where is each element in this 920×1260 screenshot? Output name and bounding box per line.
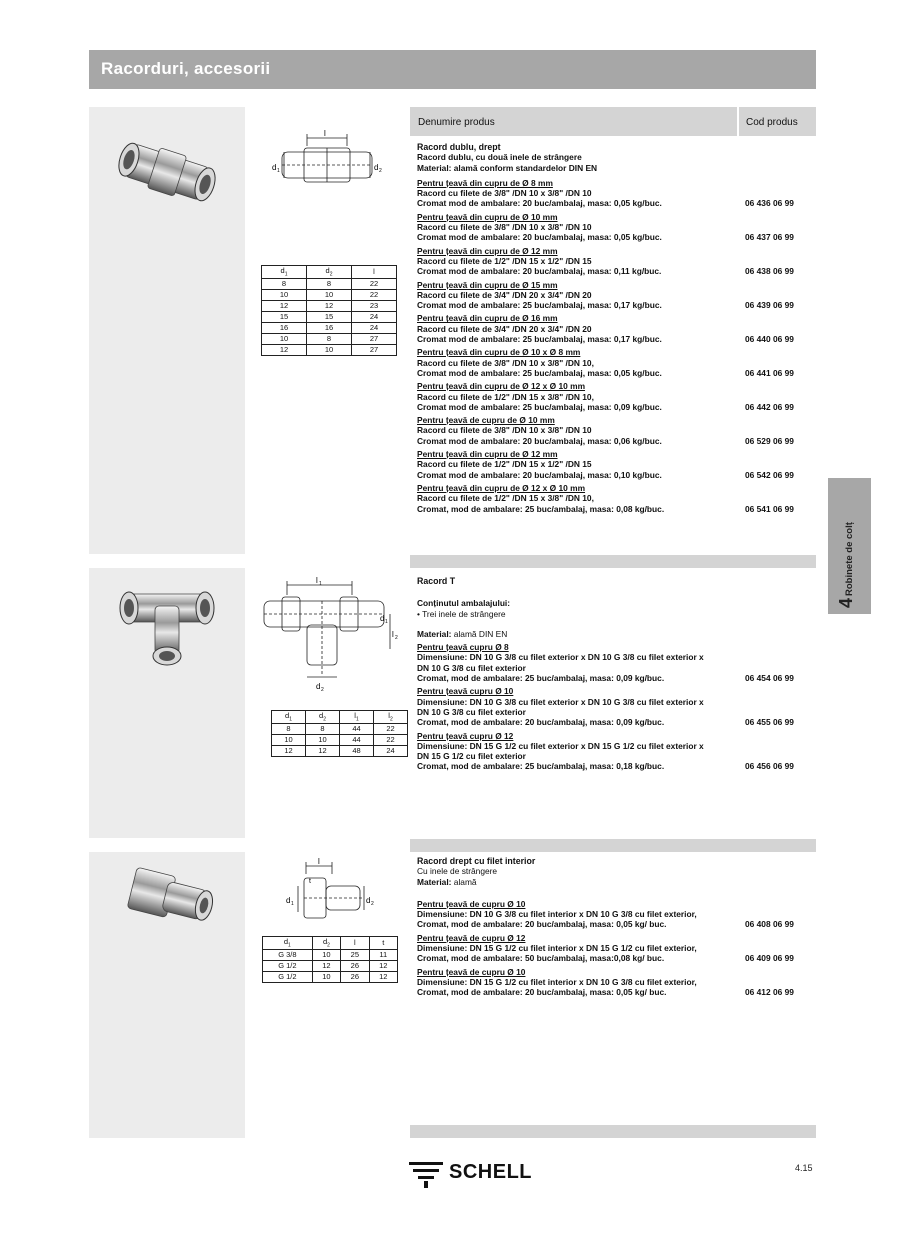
product-item-text: Cromat mod de ambalare: 20 buc/ambalaj, masa: 0,06 kg/buc. xyxy=(417,435,662,446)
table-cell: 25 xyxy=(341,949,369,960)
product-item xyxy=(417,415,809,446)
product-image-panel-3 xyxy=(89,852,245,1138)
brand-logo xyxy=(409,1158,545,1192)
product-item-text: Cromat, mod de ambalare: 25 buc/ambalaj, masa: 0,09 kg/buc. xyxy=(417,673,665,684)
table-header-cell xyxy=(306,711,340,724)
page-title: Racorduri, accesorii xyxy=(101,59,271,78)
product-item xyxy=(417,899,809,930)
product-code: 06 529 06 99 xyxy=(745,435,794,446)
table-cell: 12 xyxy=(306,745,340,756)
label-d1: d xyxy=(272,163,277,172)
table-header-row xyxy=(272,711,408,724)
product-item-title: Pentru țeavă din cupru de Ø 10 x Ø 8 mm xyxy=(417,347,581,358)
table-cell: 12 xyxy=(369,960,397,971)
product-item-text: Cromat mod de ambalare: 20 buc/ambalaj, masa: 0,05 kg/buc. xyxy=(417,198,662,209)
product-item-line3 xyxy=(417,761,809,771)
table-row xyxy=(262,289,397,300)
product-code: 06 440 06 99 xyxy=(745,334,794,345)
product-item-text: Cromat, mod de ambalare: 25 buc/ambalaj, masa: 0,18 kg/buc. xyxy=(417,761,665,772)
product-item xyxy=(417,642,809,683)
table-header-cell xyxy=(340,711,374,724)
header-symbol: l xyxy=(373,267,375,277)
table-cell: G 3/8 xyxy=(263,949,313,960)
chapter-label: Robinete de colț xyxy=(844,522,855,596)
table-header-row xyxy=(262,266,397,279)
product-code: 06 439 06 99 xyxy=(745,300,794,311)
table-cell: 44 xyxy=(340,734,374,745)
product-item-line3 xyxy=(417,673,809,683)
product-item-text: Dimensiune: DN 10 G 3/8 cu filet interior x DN 10 G 3/8 cu filet exterior, xyxy=(417,909,697,920)
table-cell: 24 xyxy=(374,745,408,756)
table-cell: 10 xyxy=(307,289,352,300)
product-item-text: Racord cu filete de 3/4" /DN 20 x 3/4" /DN 20 xyxy=(417,289,592,300)
label-d2-sub: 2 xyxy=(379,168,382,174)
product-item-text: Racord cu filete de 3/8" /DN 10 x 3/8" /DN 10 xyxy=(417,425,592,436)
product-item xyxy=(417,178,809,209)
table-cell: 10 xyxy=(272,734,306,745)
label-d2-sub: 2 xyxy=(321,687,324,693)
product-item-line1 xyxy=(417,324,809,334)
header-symbol: d xyxy=(322,937,328,946)
table-row xyxy=(263,949,398,960)
table-cell: 12 xyxy=(312,960,340,971)
product-item-title: Pentru țeavă din cupru de Ø 12 x Ø 10 mm xyxy=(417,381,586,392)
product-item-text: Dimensiune: DN 10 G 3/8 cu filet exterior x DN 10 G 3/8 cu filet exterior x xyxy=(417,696,704,707)
product-item-text: Racord cu filete de 1/2" /DN 15 x 1/2" /DN 15 xyxy=(417,255,592,266)
product-item-line2 xyxy=(417,751,809,761)
product-item xyxy=(417,483,809,514)
section-title: Racord drept cu filet interior xyxy=(417,856,536,866)
table-cell: 12 xyxy=(307,300,352,311)
label-l2: l xyxy=(392,630,394,639)
label-d2: d xyxy=(374,163,379,172)
product-item-text: Dimensiune: DN 15 G 1/2 cu filet interior x DN 10 G 3/8 cu filet exterior, xyxy=(417,976,697,987)
product-item xyxy=(417,280,809,311)
product-item-line1 xyxy=(417,493,809,503)
product-item-line2 xyxy=(417,334,809,344)
table-header-cell xyxy=(374,711,408,724)
table-cell: 10 xyxy=(312,949,340,960)
product-item-title: Pentru țeavă cupru Ø 10 xyxy=(417,686,514,697)
product-code: 06 541 06 99 xyxy=(745,503,794,514)
table-row xyxy=(272,734,408,745)
product-item-line2 xyxy=(417,663,809,673)
product-item-line1 xyxy=(417,977,809,987)
table-cell: 16 xyxy=(307,322,352,333)
product-item xyxy=(417,731,809,772)
header-subscript: 2 xyxy=(327,942,330,949)
product-item-title: Pentru țeavă de cupru Ø 10 xyxy=(417,898,526,909)
table-cell: G 1/2 xyxy=(263,960,313,971)
product-code: 06 409 06 99 xyxy=(745,953,794,964)
section-straight-fitting xyxy=(417,856,809,998)
product-item-text: Cromat mod de ambalare: 25 buc/ambalaj, masa: 0,05 kg/buc. xyxy=(417,367,662,378)
table-row xyxy=(262,300,397,311)
product-item-line1 xyxy=(417,425,809,435)
product-item-title: Pentru țeavă din cupru de Ø 12 mm xyxy=(417,245,558,256)
table-cell: 12 xyxy=(369,971,397,982)
product-item-line1 xyxy=(417,943,809,953)
table-cell: 27 xyxy=(352,333,397,344)
table-cell: 10 xyxy=(307,344,352,355)
product-item-text: Racord cu filete de 3/4" /DN 20 x 3/4" /DN 20 xyxy=(417,323,592,334)
product-item-title: Pentru țeavă de cupru Ø 10 xyxy=(417,966,526,977)
product-code: 06 454 06 99 xyxy=(745,673,794,684)
table-row xyxy=(262,311,397,322)
product-code: 06 438 06 99 xyxy=(745,266,794,277)
col-separator xyxy=(737,107,739,136)
label-d1-sub: 1 xyxy=(291,901,294,907)
table-cell: 10 xyxy=(262,333,307,344)
product-item-title: Pentru țeavă din cupru de Ø 12 x Ø 10 mm xyxy=(417,482,586,493)
header-subscript: 1 xyxy=(355,716,359,723)
table-cell: 16 xyxy=(262,322,307,333)
table-header-cell xyxy=(352,266,397,279)
table-cell: 10 xyxy=(306,734,340,745)
product-item-title: Pentru țeavă cupru Ø 8 xyxy=(417,642,509,653)
table-cell: 8 xyxy=(262,278,307,289)
table-cell: 27 xyxy=(352,344,397,355)
product-item xyxy=(417,246,809,277)
product-item-text: Cromat, mod de ambalare: 20 buc/ambalaj, masa: 0,05 kg/ buc. xyxy=(417,919,667,930)
table-header-row xyxy=(263,937,398,950)
table-row xyxy=(272,723,408,734)
header-symbol: d xyxy=(280,266,285,275)
chapter-number: 4 xyxy=(836,597,856,608)
product-item-line2 xyxy=(417,436,809,446)
header-symbol: d xyxy=(285,711,290,720)
table-header-cell xyxy=(263,937,313,950)
product-item-title: Pentru țeavă din cupru de Ø 10 mm xyxy=(417,211,558,222)
product-item xyxy=(417,686,809,727)
product-item-line1 xyxy=(417,358,809,368)
label-l: l xyxy=(318,857,320,866)
table-cell: 24 xyxy=(352,322,397,333)
material-label: Material: xyxy=(417,876,452,887)
label-d2-sub: 2 xyxy=(371,901,374,907)
product-item-line2 xyxy=(417,953,809,963)
contents-item: • Trei inele de strângere xyxy=(417,608,506,619)
straight-fitting-drawing xyxy=(282,856,382,926)
label-d1-sub: 1 xyxy=(385,619,388,625)
product-list xyxy=(417,899,809,998)
product-item-line2 xyxy=(417,707,809,717)
product-code: 06 456 06 99 xyxy=(745,761,794,772)
product-item-text: Racord cu filete de 3/8" /DN 10 x 3/8" /DN 10 xyxy=(417,222,592,233)
product-item-title: Pentru țeavă cupru Ø 12 xyxy=(417,730,514,741)
product-item-title: Pentru țeavă din cupru de Ø 8 mm xyxy=(417,177,553,188)
table-cell: 8 xyxy=(307,333,352,344)
section-material: Material: alamă conform standardelor DIN EN xyxy=(417,162,598,173)
product-item-title: Pentru țeavă din cupru de Ø 15 mm xyxy=(417,279,558,290)
product-item-title: Pentru țeavă de cupru Ø 12 xyxy=(417,932,526,943)
table-cell: 8 xyxy=(306,723,340,734)
product-item-text: Cromat mod de ambalare: 20 buc/ambalaj, masa: 0,11 kg/buc. xyxy=(417,266,662,277)
section-divider xyxy=(410,555,816,568)
product-item-line2 xyxy=(417,368,809,378)
product-item-text: Racord cu filete de 3/8" /DN 10 x 3/8" /DN 10, xyxy=(417,357,594,368)
table-header-cell xyxy=(262,266,307,279)
product-item-line3 xyxy=(417,717,809,727)
label-t: t xyxy=(309,878,311,885)
product-item-line1 xyxy=(417,290,809,300)
table-cell: 23 xyxy=(352,300,397,311)
product-item-line2 xyxy=(417,232,809,242)
product-item-text: DN 10 G 3/8 cu filet exterior xyxy=(417,706,526,717)
header-symbol: l xyxy=(388,711,390,720)
double-fitting-drawing xyxy=(262,128,392,193)
table-cell: 8 xyxy=(307,278,352,289)
table-row xyxy=(262,322,397,333)
table-cell: 12 xyxy=(262,300,307,311)
header-symbol: d xyxy=(283,937,289,946)
dimensions-table-3 xyxy=(262,936,398,983)
table-cell: 12 xyxy=(272,745,306,756)
product-item-line2 xyxy=(417,300,809,310)
table-cell: 10 xyxy=(312,971,340,982)
table-cell: 26 xyxy=(341,971,369,982)
table-row xyxy=(262,333,397,344)
header-symbol: l xyxy=(354,711,356,720)
table-cell: 48 xyxy=(340,745,374,756)
product-item-text: Cromat mod de ambalare: 20 buc/ambalaj, masa: 0,10 kg/buc. xyxy=(417,469,662,480)
product-code: 06 455 06 99 xyxy=(745,717,794,728)
product-item-line1 xyxy=(417,188,809,198)
double-fitting-image xyxy=(117,133,217,211)
section-divider xyxy=(410,1125,816,1138)
product-item-line1 xyxy=(417,222,809,232)
table-row xyxy=(262,344,397,355)
product-item-text: Cromat mod de ambalare: 25 buc/ambalaj, masa: 0,09 kg/buc. xyxy=(417,401,662,412)
section-subtitle: Racord dublu, cu două inele de strângere xyxy=(417,152,582,163)
table-header-cell xyxy=(307,266,352,279)
label-d1-sub: 1 xyxy=(277,168,280,174)
table-cell: 22 xyxy=(352,289,397,300)
product-list xyxy=(417,178,809,514)
contents-label: Conținutul ambalajului: xyxy=(417,598,511,609)
tee-fitting-drawing xyxy=(252,575,402,695)
product-code: 06 437 06 99 xyxy=(745,232,794,243)
header-subscript: 1 xyxy=(289,716,292,723)
product-item-text: Dimensiune: DN 10 G 3/8 cu filet exterior x DN 10 G 3/8 cu filet exterior x xyxy=(417,652,704,663)
product-code: 06 442 06 99 xyxy=(745,401,794,412)
product-item xyxy=(417,381,809,412)
product-code: 06 441 06 99 xyxy=(745,367,794,378)
product-item-line2 xyxy=(417,402,809,412)
chapter-tab[interactable] xyxy=(828,478,871,614)
straight-fitting-image xyxy=(125,862,215,932)
label-l1-sub: 1 xyxy=(319,581,322,587)
material-label: Material: xyxy=(417,628,452,639)
table-cell: 10 xyxy=(262,289,307,300)
product-item xyxy=(417,967,809,998)
product-item-line2 xyxy=(417,266,809,276)
section-title: Racord dublu, drept xyxy=(417,142,501,152)
table-row xyxy=(272,745,408,756)
tee-fitting-image xyxy=(117,576,217,668)
chapter-tab-label-wrap xyxy=(836,522,857,608)
table-cell: 24 xyxy=(352,311,397,322)
table-cell: 8 xyxy=(272,723,306,734)
table-row xyxy=(263,971,398,982)
product-item-line1 xyxy=(417,256,809,266)
product-item-text: Racord cu filete de 3/8" /DN 10 x 3/8" /DN 10 xyxy=(417,188,592,199)
table-header-cell xyxy=(341,937,369,950)
col-header-code: Cod produs xyxy=(746,117,798,128)
product-item-line2 xyxy=(417,504,809,514)
product-item-text: Dimensiune: DN 15 G 1/2 cu filet exterior x DN 15 G 1/2 cu filet exterior x xyxy=(417,740,704,751)
product-item-line1 xyxy=(417,909,809,919)
label-l1: l xyxy=(316,576,318,585)
product-item-line2 xyxy=(417,919,809,929)
table-cell: 15 xyxy=(307,311,352,322)
table-cell: 22 xyxy=(374,734,408,745)
header-symbol: l xyxy=(354,938,356,948)
product-item-text: Dimensiune: DN 15 G 1/2 cu filet interior x DN 15 G 1/2 cu filet exterior, xyxy=(417,943,697,954)
label-d1: d xyxy=(286,896,291,905)
table-row xyxy=(263,960,398,971)
page-number: 4.15 xyxy=(795,1163,813,1173)
product-code: 06 408 06 99 xyxy=(745,919,794,930)
label-d2: d xyxy=(366,896,371,905)
product-item-text: DN 15 G 1/2 cu filet exterior xyxy=(417,751,526,762)
product-item-line2 xyxy=(417,470,809,480)
product-item-title: Pentru țeavă din cupru de Ø 16 mm xyxy=(417,313,558,324)
header-subscript: 1 xyxy=(284,271,288,278)
col-header-name: Denumire produs xyxy=(418,117,495,128)
header-subscript: 1 xyxy=(288,942,291,949)
brand-logo-icon xyxy=(409,1158,445,1192)
product-item-line1 xyxy=(417,741,809,751)
product-item-title: Pentru țeavă de cupru de Ø 10 mm xyxy=(417,415,555,426)
table-cell: G 1/2 xyxy=(263,971,313,982)
product-item-text: Cromat mod de ambalare: 20 buc/ambalaj, masa: 0,05 kg/buc. xyxy=(417,232,662,243)
product-item-text: Cromat, mod de ambalare: 25 buc/ambalaj, masa: 0,08 kg/buc. xyxy=(417,503,665,514)
table-cell: 11 xyxy=(369,949,397,960)
table-cell: 22 xyxy=(374,723,408,734)
product-code: 06 436 06 99 xyxy=(745,198,794,209)
table-cell: 22 xyxy=(352,278,397,289)
table-row xyxy=(262,278,397,289)
product-item-text: Cromat mod de ambalare: 25 buc/ambalaj, masa: 0,17 kg/buc. xyxy=(417,300,662,311)
dimensions-table-1 xyxy=(261,265,397,356)
product-item-text: Cromat, mod de ambalare: 20 buc/ambalaj, masa: 0,05 kg/ buc. xyxy=(417,987,667,998)
product-item-text: Cromat, mod de ambalare: 50 buc/ambalaj, masa:0,08 kg/ buc. xyxy=(417,953,665,964)
label-l2-sub: 2 xyxy=(395,635,398,641)
product-code: 06 542 06 99 xyxy=(745,469,794,480)
product-item xyxy=(417,933,809,964)
table-header-cell xyxy=(272,711,306,724)
header-bar xyxy=(89,50,816,89)
product-item-line1 xyxy=(417,652,809,662)
product-item-line1 xyxy=(417,392,809,402)
product-item-text: Racord cu filete de 1/2" /DN 15 x 1/2" /DN 15 xyxy=(417,459,592,470)
header-subscript: 2 xyxy=(389,716,393,723)
section-tee-fitting xyxy=(417,576,809,772)
product-item-text: Racord cu filete de 1/2" /DN 15 x 3/8" /DN 10, xyxy=(417,493,594,504)
product-item xyxy=(417,347,809,378)
section-double-fitting xyxy=(417,142,809,514)
product-item-line2 xyxy=(417,987,809,997)
table-cell: 44 xyxy=(340,723,374,734)
brand-name: SCHELL xyxy=(449,1161,532,1183)
table-header-cell xyxy=(369,937,397,950)
label-d1: d xyxy=(380,614,385,623)
label-d2: d xyxy=(316,682,321,691)
product-item-line1 xyxy=(417,697,809,707)
product-code: 06 412 06 99 xyxy=(745,987,794,998)
section-title: Racord T xyxy=(417,576,456,586)
label-l: l xyxy=(324,129,326,138)
product-item-line2 xyxy=(417,198,809,208)
table-cell: 12 xyxy=(262,344,307,355)
product-item-text: DN 10 G 3/8 cu filet exterior xyxy=(417,662,526,673)
product-item-text: Cromat, mod de ambalare: 20 buc/ambalaj, masa: 0,09 kg/buc. xyxy=(417,717,665,728)
product-image-panel-2 xyxy=(89,568,245,838)
product-item-line1 xyxy=(417,459,809,469)
header-symbol: d xyxy=(319,711,324,720)
section-subtitle: Cu inele de strângere xyxy=(417,866,498,877)
section-divider xyxy=(410,839,816,852)
product-item xyxy=(417,313,809,344)
product-item-title: Pentru țeavă din cupru de Ø 12 mm xyxy=(417,449,558,460)
product-list xyxy=(417,642,809,772)
header-symbol: t xyxy=(382,938,385,948)
product-item xyxy=(417,449,809,480)
table-cell: 26 xyxy=(341,960,369,971)
product-item-text: Racord cu filete de 1/2" /DN 15 x 3/8" /DN 10, xyxy=(417,391,594,402)
material-value: alamă xyxy=(451,876,477,887)
header-subscript: 2 xyxy=(323,716,326,723)
header-subscript: 2 xyxy=(329,271,333,278)
product-table-header xyxy=(410,107,816,136)
table-cell: 15 xyxy=(262,311,307,322)
header-symbol: d xyxy=(325,266,330,275)
dimensions-table-2 xyxy=(271,710,408,757)
table-header-cell xyxy=(312,937,340,950)
product-item xyxy=(417,212,809,243)
product-item-text: Cromat mod de ambalare: 25 buc/ambalaj, masa: 0,17 kg/buc. xyxy=(417,334,662,345)
material-value: alamă DIN EN xyxy=(451,628,508,639)
product-image-panel-1 xyxy=(89,107,245,554)
